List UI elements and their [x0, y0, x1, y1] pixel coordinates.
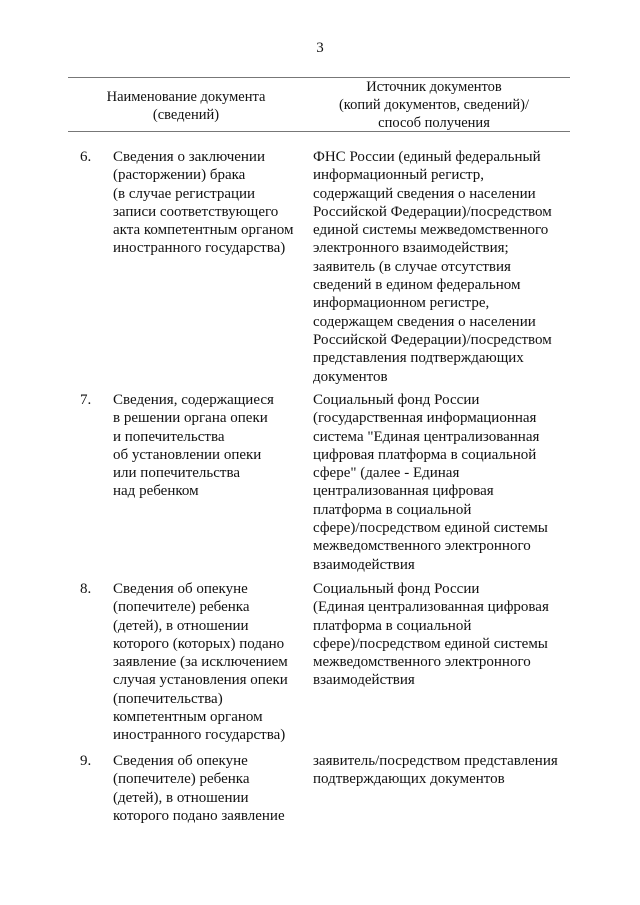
- cell-line: представления подтверждающих: [313, 350, 524, 367]
- column-header-document-name: [70, 88, 302, 124]
- document-name-cell: [113, 752, 285, 825]
- cell-line: ФНС России (единый федеральный: [313, 149, 541, 165]
- row-number: 6.: [80, 149, 92, 165]
- cell-line: Российской Федерации)/посредством: [313, 331, 552, 348]
- cell-line: в решении органа опеки: [113, 410, 268, 427]
- header-line: Источник документов: [366, 79, 502, 95]
- cell-line: Сведения об опекуне: [113, 581, 248, 597]
- cell-line: которого подано заявление: [113, 807, 285, 824]
- document-name-cell: [113, 148, 294, 258]
- cell-line: Социальный фонд России: [313, 581, 480, 597]
- table-header-rule: [68, 131, 570, 132]
- cell-line: информационном регистре,: [313, 295, 490, 312]
- cell-line: содержащий сведения о населении: [313, 185, 536, 202]
- source-cell: [313, 580, 549, 690]
- page-number: 3: [316, 40, 324, 56]
- cell-line: записи соответствующего: [113, 203, 279, 220]
- source-cell: [313, 752, 558, 789]
- document-name-cell: [113, 391, 274, 501]
- cell-line: система "Единая централизованная: [313, 428, 540, 445]
- cell-line: акта компетентным органом: [113, 222, 294, 239]
- row-number: 9.: [80, 753, 92, 769]
- cell-line: межведомственного электронного: [313, 538, 531, 555]
- cell-line: сфере" (далее - Единая: [313, 465, 460, 482]
- cell-line: информационный регистр,: [313, 167, 485, 184]
- source-cell: [313, 148, 552, 386]
- cell-line: иностранного государства): [113, 240, 286, 257]
- cell-line: сфере)/посредством единой системы: [313, 635, 548, 652]
- cell-line: Российской Федерации)/посредством: [313, 203, 552, 220]
- cell-line: (Единая централизованная цифровая: [313, 599, 549, 616]
- cell-line: заявитель/посредством представления: [313, 753, 558, 769]
- cell-line: или попечительства: [113, 465, 240, 482]
- cell-line: содержащем сведения о населении: [313, 313, 536, 330]
- cell-line: Социальный фонд России: [313, 392, 480, 408]
- cell-line: (попечительства): [113, 690, 223, 707]
- cell-line: Сведения о заключении: [113, 149, 265, 165]
- row-number: 8.: [80, 581, 92, 597]
- cell-line: Сведения об опекуне: [113, 753, 248, 769]
- header-line: (копий документов, сведений)/: [338, 97, 530, 113]
- cell-line: заявитель (в случае отсутствия: [313, 258, 511, 275]
- row-number: 7.: [80, 392, 92, 408]
- column-header-source: [305, 78, 563, 132]
- cell-line: централизованная цифровая: [313, 483, 494, 500]
- cell-line: цифровая платформа в социальной: [313, 446, 537, 463]
- header-line: (сведений): [152, 107, 220, 123]
- cell-line: платформа в социальной: [313, 617, 472, 634]
- cell-line: (попечителе) ребенка: [113, 599, 250, 616]
- cell-line: случая установления опеки: [113, 672, 288, 689]
- cell-line: межведомственного электронного: [313, 654, 531, 671]
- cell-line: и попечительства: [113, 428, 225, 445]
- cell-line: электронного взаимодействия;: [313, 240, 509, 257]
- document-name-cell: [113, 580, 288, 745]
- cell-line: (детей), в отношении: [113, 789, 249, 806]
- cell-line: (детей), в отношении: [113, 617, 249, 634]
- cell-line: сведений в едином федеральном: [313, 277, 521, 294]
- cell-line: взаимодействия: [313, 672, 415, 689]
- header-line: Наименование документа: [106, 89, 266, 105]
- cell-line: компетентным органом: [113, 709, 263, 726]
- cell-line: единой системы межведомственного: [313, 222, 549, 239]
- cell-line: Сведения, содержащиеся: [113, 392, 274, 408]
- cell-line: (государственная информационная: [313, 410, 537, 427]
- cell-line: взаимодействия: [313, 556, 415, 573]
- cell-line: сфере)/посредством единой системы: [313, 520, 548, 537]
- cell-line: (попечителе) ребенка: [113, 771, 250, 788]
- cell-line: документов: [313, 368, 388, 385]
- cell-line: платформа в социальной: [313, 501, 472, 518]
- cell-line: которого (которых) подано: [113, 635, 285, 652]
- source-cell: [313, 391, 548, 574]
- cell-line: (в случае регистрации: [113, 185, 256, 202]
- cell-line: над ребенком: [113, 483, 199, 500]
- cell-line: иностранного государства): [113, 727, 286, 744]
- cell-line: заявление (за исключением: [113, 654, 288, 671]
- header-line: способ получения: [378, 115, 490, 131]
- cell-line: (расторжении) брака: [113, 167, 246, 184]
- cell-line: об установлении опеки: [113, 446, 262, 463]
- cell-line: подтверждающих документов: [313, 771, 505, 788]
